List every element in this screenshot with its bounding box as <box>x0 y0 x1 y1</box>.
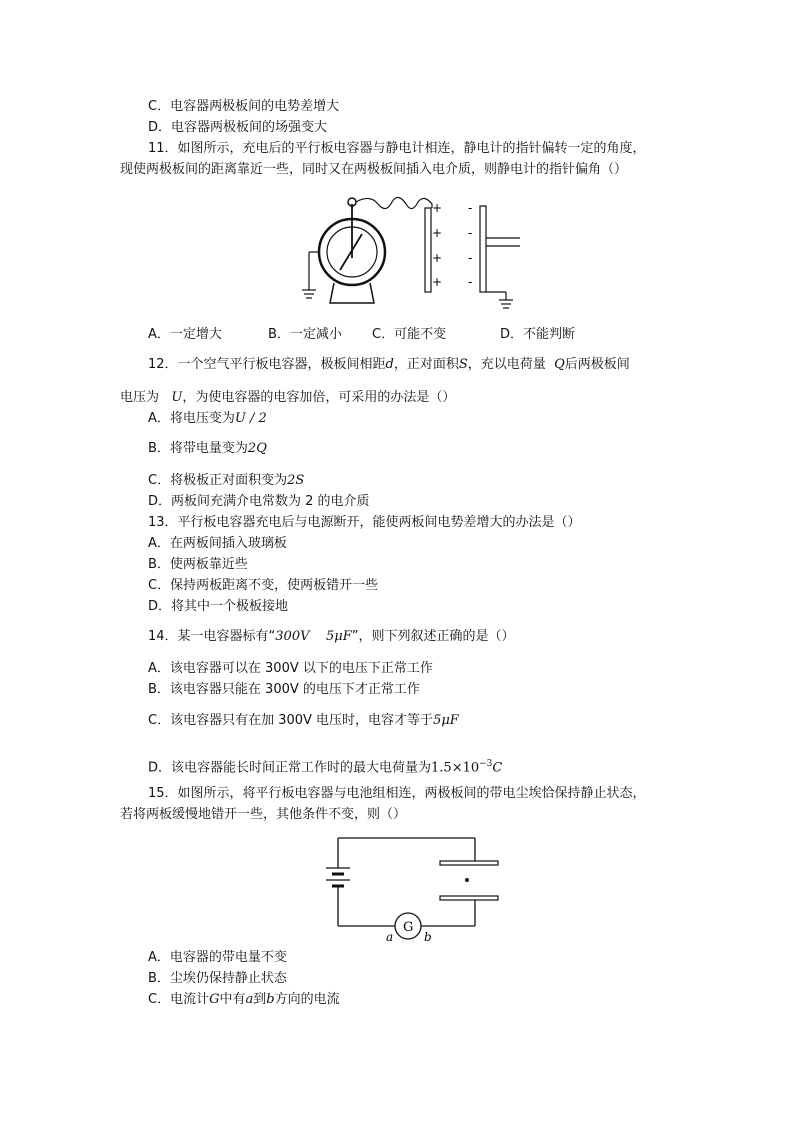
q12-var-d: d <box>385 357 394 372</box>
q15-option-b: B．尘埃仍保持静止状态 <box>148 971 287 986</box>
q15-stem-line2: 若将两板缓慢地错开一些，其他条件不变，则（） <box>120 807 407 822</box>
q15-stem-line1: 15．如图所示，将平行板电容器与电池组相连，两极板间的带电尘埃恰保持静止状态， <box>148 786 646 801</box>
label-b: b <box>424 930 432 944</box>
q13-option-c: C．保持两板距离不变，使两板错开一些 <box>148 578 379 593</box>
q14-stem-text: ”，则下列叙述正确的是（） <box>351 629 515 644</box>
plus-sign: + <box>432 251 443 265</box>
q11-stem-line1: 11．如图所示，充电后的平行板电容器与静电计相连，静电计的指针偏转一定的角度， <box>148 141 646 156</box>
q13-option-b: B．使两板靠近些 <box>148 557 248 572</box>
q15-option-c-var-a: a <box>245 992 254 1007</box>
plus-sign: + <box>432 201 443 215</box>
battery-capacitor-galvanometer-circuit <box>310 830 510 945</box>
label-a: a <box>386 930 394 944</box>
minus-sign: - <box>468 275 473 289</box>
q13-option-d: D．将其中一个极板接地 <box>148 599 289 614</box>
q12-option-a-math: U / 2 <box>234 411 267 426</box>
q12-option-a <box>148 410 267 428</box>
q12-stem-text: ，为使电容器的电容加倍，可采用的办法是（） <box>182 390 456 405</box>
q13-stem: 13．平行板电容器充电后与电源断开，能使两板间电势差增大的办法是（） <box>148 515 581 530</box>
q14-option-b: B．该电容器只能在 300V 的电压下才正常工作 <box>148 682 420 697</box>
q14-option-d-math: 1.5×10 <box>431 760 480 776</box>
q12-option-c <box>148 472 304 490</box>
dust-particle <box>465 878 469 882</box>
q11-stem-line2: 现使两极板间的距离靠近一些，同时又在两极板间插入电介质，则静电计的指针偏角（） <box>120 162 628 177</box>
q12-var-q: Q <box>554 357 565 372</box>
q15-option-a: A．电容器的带电量不变 <box>148 950 287 965</box>
q14-option-d <box>148 755 502 777</box>
q11-option-d: D．不能判断 <box>500 327 576 342</box>
q12-stem-text: 电压为 <box>120 390 160 405</box>
q14-option-c-math: 5μF <box>433 713 459 728</box>
q15-option-c-var-g: G <box>209 992 220 1007</box>
q10-option-c: C．电容器两极板间的电势差增大 <box>148 99 340 114</box>
q14-option-c-text: C．该电容器只有在加 300V 电压时，电容才等于 <box>148 713 434 728</box>
q11-option-c: C．可能不变 <box>372 327 447 342</box>
q12-option-a-text: A．将电压变为 <box>148 411 235 426</box>
q15-option-c-text: 中有 <box>219 992 246 1007</box>
q15-option-c-text: 到 <box>253 992 267 1007</box>
q12-var-s: S <box>458 357 468 372</box>
q14-stem-text: 14．某一电容器标有“ <box>148 629 276 644</box>
q14-option-d-text: D．该电容器能长时间正常工作时的最大电荷量为 <box>148 760 432 776</box>
minus-sign: - <box>468 201 473 215</box>
q12-option-c-text: C．将极板正对面积变为 <box>148 473 288 488</box>
q10-option-d: D．电容器两极板间的场强变大 <box>148 120 328 135</box>
q14-option-d-exponent: −3 <box>479 759 493 769</box>
q12-stem-line2 <box>120 389 455 407</box>
minus-sign: - <box>468 226 473 240</box>
q12-stem-text: ，正对面积 <box>393 357 459 372</box>
q12-option-c-math: 2S <box>287 473 305 488</box>
q14-option-c <box>148 712 459 730</box>
q12-option-d: D．两板间充满介电常数为 2 的电介质 <box>148 494 370 509</box>
q11-option-b: B．一定减小 <box>268 327 342 342</box>
q11-option-a: A．一定增大 <box>148 327 222 342</box>
q12-stem-line1 <box>148 356 630 374</box>
q13-option-a: A．在两板间插入玻璃板 <box>148 536 287 551</box>
q14-stem-math: 300V 5μF <box>275 629 352 644</box>
q12-option-b-text: B．将带电量变为 <box>148 441 248 456</box>
q15-option-c-text: 方向的电流 <box>274 992 340 1007</box>
q14-option-a: A．该电容器可以在 300V 以下的电压下正常工作 <box>148 661 433 676</box>
q15-option-c <box>148 991 340 1009</box>
plus-sign: + <box>432 275 443 289</box>
plus-sign: + <box>432 226 443 240</box>
q12-stem-text: 后两极板间 <box>564 357 630 372</box>
q12-option-b-math: 2Q <box>247 441 267 456</box>
galvanometer-label: G <box>403 920 414 935</box>
q12-stem-text: ，充以电荷量 <box>467 357 546 372</box>
q12-option-b <box>148 440 267 458</box>
q14-stem <box>148 628 515 646</box>
q12-var-u: U <box>171 390 183 405</box>
q15-option-c-var-b: b <box>266 992 275 1007</box>
q12-stem-text: 12．一个空气平行板电容器，极板间相距 <box>148 357 386 372</box>
electroscope-capacitor-diagram <box>300 190 530 315</box>
q14-option-d-unit: C <box>492 760 503 776</box>
q15-option-c-text: C．电流计 <box>148 992 210 1007</box>
minus-sign: - <box>468 251 473 265</box>
